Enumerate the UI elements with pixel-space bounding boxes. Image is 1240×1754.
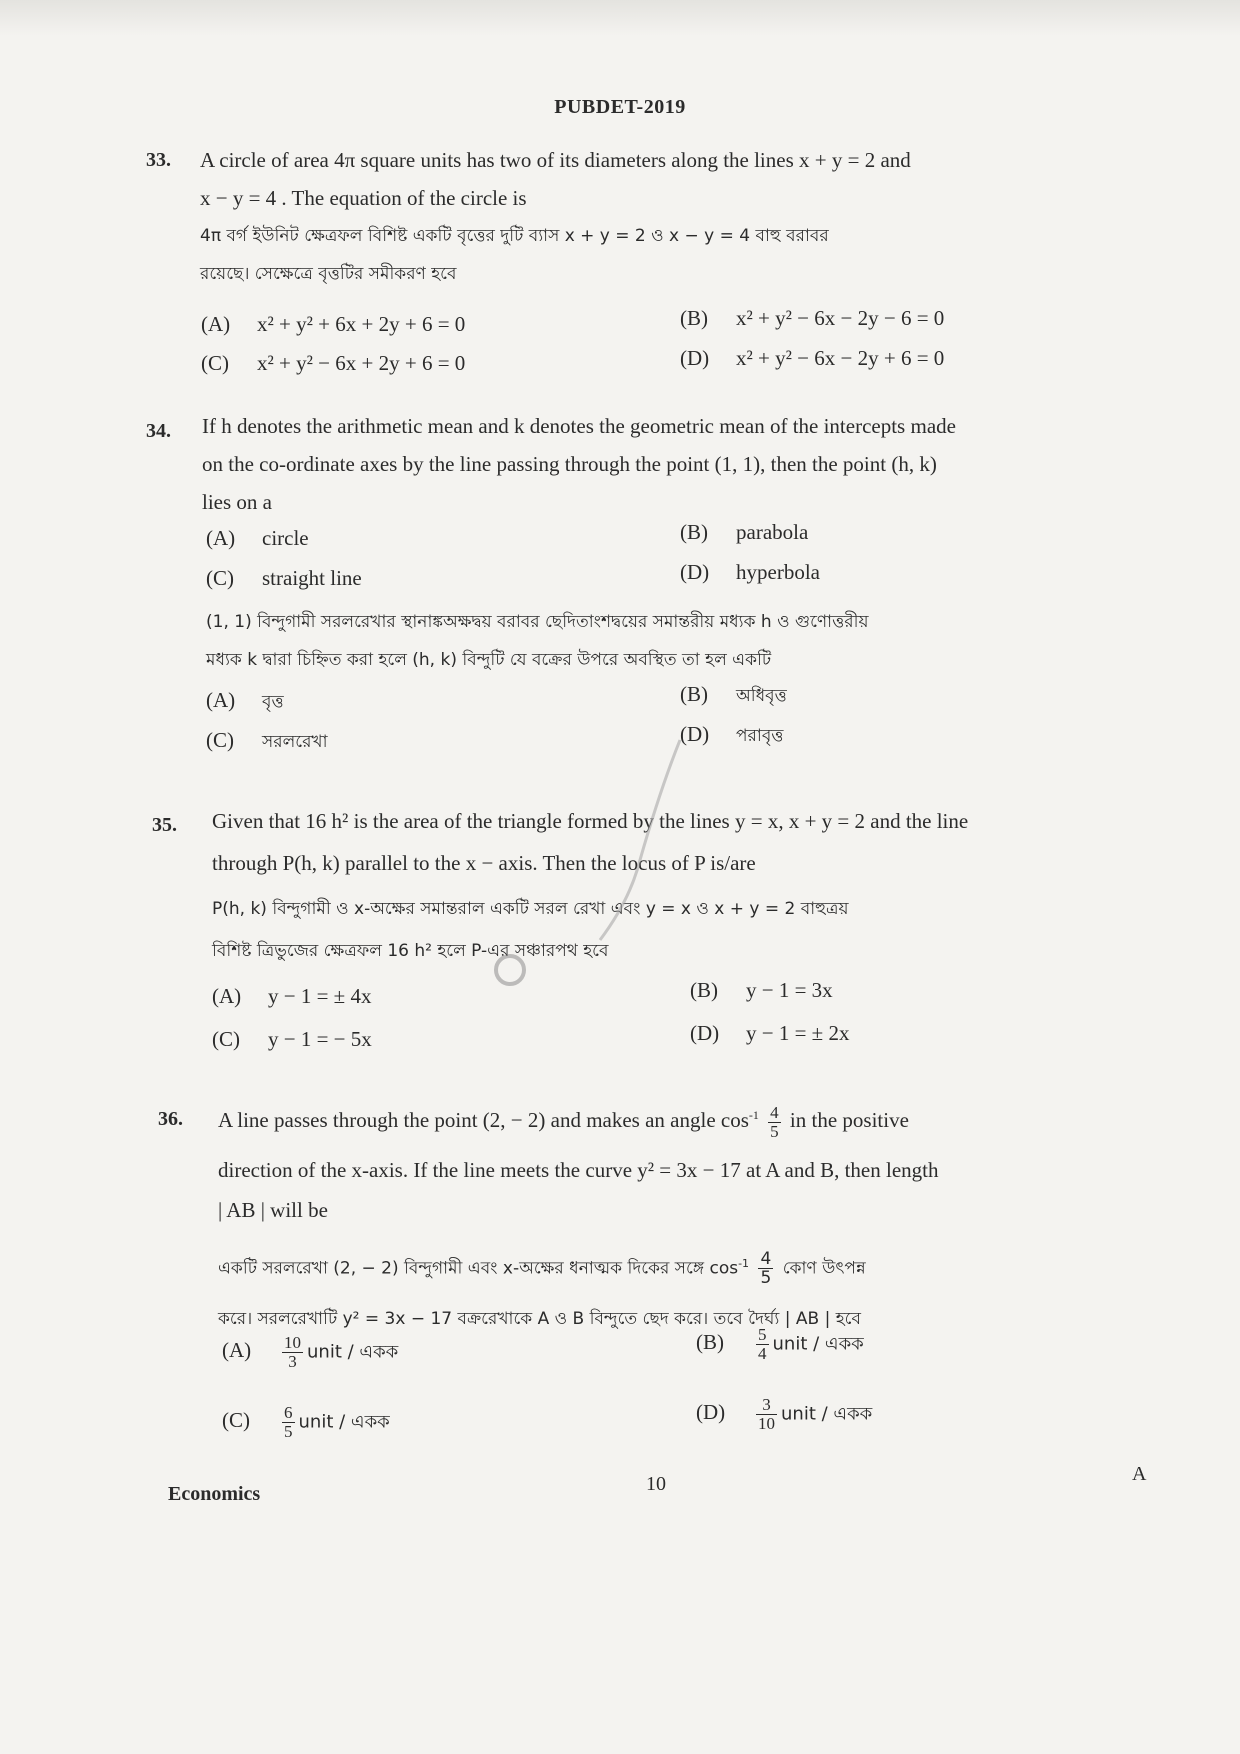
- option-d[interactable]: (D) পরাবৃত্ত: [680, 722, 784, 746]
- option-d[interactable]: (D) y − 1 = ± 2x: [690, 1021, 850, 1045]
- question-text-en: A line passes through the point (2, − 2) and makes an angle $\cos^{-1}$ $\frac{4}{5}$ in the positive: [218, 1102, 909, 1141]
- angle-fraction: $\frac{4}{5}$: [770, 1102, 779, 1141]
- question-34-bengali: [206, 603, 1126, 679]
- option-b[interactable]: (B) $\frac{5}{4}$ unit / একক: [696, 1325, 864, 1363]
- question-text-bn: রয়েছে। সেক্ষেত্রে বৃত্তটির সমীকরণ হবে: [200, 264, 457, 284]
- option-c[interactable]: (C) y − 1 = − 5x: [212, 1027, 372, 1051]
- option-c[interactable]: (C) $\frac{6}{5}$ unit / একক: [222, 1403, 390, 1441]
- option-c[interactable]: (C) x² + y² − 6x + 2y + 6 = 0: [201, 351, 466, 375]
- question-text-bn: মধ্যক k দ্বারা চিহ্নিত করা হলে (h, k) বিন্দুটি যে বক্রের উপরে অবস্থিত তা হল একটি: [206, 650, 772, 670]
- question-text-bn: বিশিষ্ট ত্রিভুজের ক্ষেত্রফল 16 h² হলে P-এর সঞ্চারপথ হবে: [212, 941, 609, 961]
- question-text-en: A circle of area 4π square units has two of its diameters along the lines x + y = 2 and: [200, 148, 911, 172]
- option-c[interactable]: (C) straight line: [206, 566, 362, 590]
- question-text-bn: একটি সরলরেখা (2, − 2) বিন্দুগামী এবং x-অক্ষের ধনাত্মক দিকের সঙ্গে $\cos^{-1}$ $\frac{4}{5}$ কোণ উৎপন্ন: [218, 1249, 866, 1289]
- question-number: 35.: [152, 814, 177, 836]
- option-d[interactable]: (D) hyperbola: [680, 560, 820, 584]
- page-title: PUBDET-2019: [554, 96, 686, 118]
- option-a[interactable]: (A) y − 1 = ± 4x: [212, 984, 372, 1008]
- option-a[interactable]: (A) x² + y² + 6x + 2y + 6 = 0: [201, 312, 466, 336]
- question-text-bn: করে। সরলরেখাটি y² = 3x − 17 বক্ররেখাকে A ও B বিন্দুতে ছেদ করে। তবে দৈর্ঘ্য | AB | হবে: [218, 1308, 861, 1329]
- question-text-bn: 4π বর্গ ইউনিট ক্ষেত্রফল বিশিষ্ট একটি বৃত্তের দুটি ব্যাস x + y = 2 ও x − y = 4 বাহু বরাবর: [200, 226, 829, 246]
- footer-subject: Economics: [168, 1483, 261, 1505]
- option-a[interactable]: (A) $\frac{10}{3}$ unit / একক: [222, 1333, 399, 1371]
- question-text-en: | AB | will be: [218, 1198, 328, 1222]
- page-number: 10: [646, 1473, 666, 1495]
- question-number: 36.: [158, 1108, 183, 1130]
- question-text-bn: P(h, k) বিন্দুগামী ও x-অক্ষের সমান্তরাল একটি সরল রেখা এবং y = x ও x + y = 2 বাহুত্রয়: [212, 899, 849, 919]
- option-b[interactable]: (B) অধিবৃত্ত: [680, 682, 787, 706]
- question-text-bn: (1, 1) বিন্দুগামী সরলরেখার স্থানাঙ্কঅক্ষদ্বয় বরাবর ছেদিতাংশদ্বয়ের সমান্তরীয় মধ্যক h ও গুণোত্তরীয়: [206, 612, 869, 632]
- option-d[interactable]: (D) x² + y² − 6x − 2y + 6 = 0: [680, 346, 945, 370]
- angle-fraction: $\frac{4}{5}$: [760, 1249, 772, 1289]
- option-c[interactable]: (C) সরলরেখা: [206, 728, 328, 752]
- option-b[interactable]: (B) y − 1 = 3x: [690, 978, 833, 1002]
- question-number: 34.: [146, 420, 171, 442]
- question-number: 33.: [146, 149, 171, 171]
- question-text-en: If h denotes the arithmetic mean and k denotes the geometric mean of the intercepts made: [202, 414, 956, 438]
- question-text-en: x − y = 4 . The equation of the circle is: [200, 186, 527, 210]
- set-code: A: [1132, 1463, 1147, 1485]
- option-b[interactable]: (B) x² + y² − 6x − 2y − 6 = 0: [680, 306, 945, 330]
- option-b[interactable]: (B) parabola: [680, 520, 809, 544]
- question-text-en: direction of the x-axis. If the line meets the curve y² = 3x − 17 at A and B, then length: [218, 1158, 939, 1182]
- scan-top-edge: [0, 0, 1240, 36]
- question-text-en: on the co-ordinate axes by the line passing through the point (1, 1), then the point (h, k): [202, 452, 937, 476]
- option-d[interactable]: (D) $\frac{3}{10}$ unit / একক: [696, 1395, 873, 1433]
- option-a[interactable]: (A) বৃত্ত: [206, 688, 284, 712]
- question-text-en: through P(h, k) parallel to the x − axis. Then the locus of P is/are: [212, 851, 756, 875]
- question-text-en: Given that 16 h² is the area of the triangle formed by the lines y = x, x + y = 2 and the line: [212, 809, 969, 833]
- option-a[interactable]: (A) circle: [206, 526, 309, 550]
- question-text-en: lies on a: [202, 490, 272, 514]
